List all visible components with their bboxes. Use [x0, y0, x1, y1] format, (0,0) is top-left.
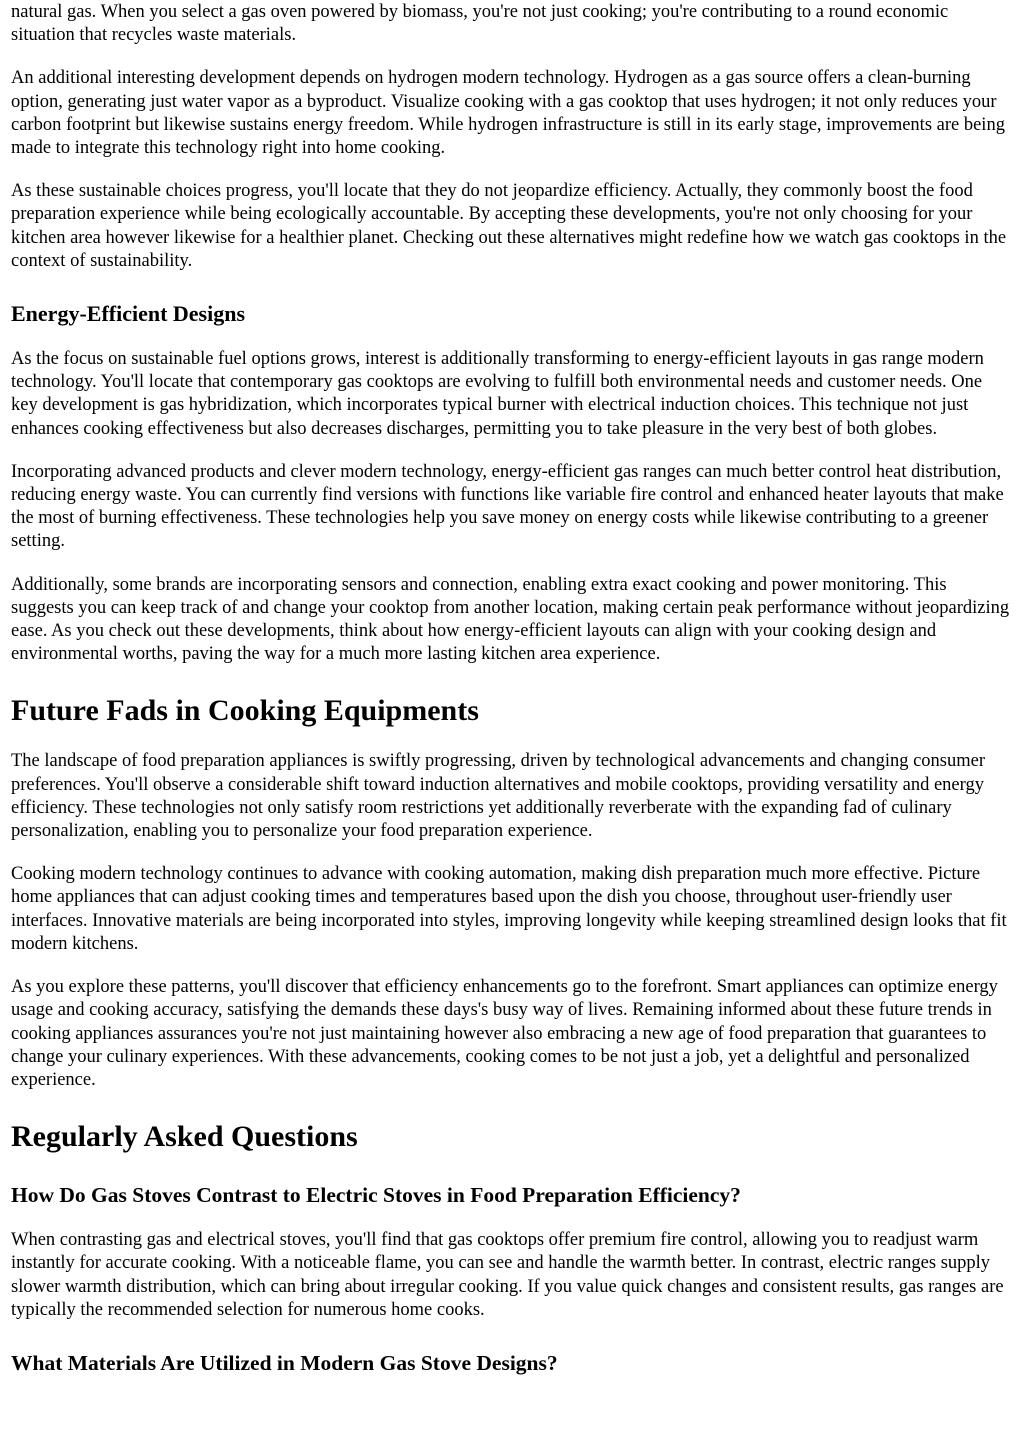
paragraph-sustainable-choices: As these sustainable choices progress, you'll locate that they do not jeopardize efficiency. Actually, they commonly boost the food preparation experience while being ecologically accountable. By accepting these developments, you're not only choosing for your kitchen area however likewise for a healthier planet. Checking out these alternatives might redefine how we watch gas cooktops in the context of sustainability.	[11, 181, 1007, 271]
paragraph-biomass: natural gas. When you select a gas oven powered by biomass, you're not just cooking; you're contributing to a round economic situation that recycles waste materials.	[11, 2, 949, 46]
paragraph-gas-hybridization: As the focus on sustainable fuel options grows, interest is additionally transforming to energy-efficient layouts in gas range modern technology. You'll locate that contemporary gas cooktops are evolving to fulfill both environmental needs and customer needs. One key development is gas hybridization, which incorporates typical burner with electrical induction choices. This technique not just enhances cooking effectiveness but also decreases discharges, permitting you to take pleasure in the very best of both globes.	[11, 349, 984, 439]
heading-energy-efficient-designs: Energy-Efficient Designs	[11, 301, 246, 327]
paragraph-cooking-automation: Cooking modern technology continues to advance with cooking automation, making dish preparation much more effective. Picture home appliances that can adjust cooking times and temperatures based upon the dish you choose, throughout user-friendly user interfaces. Innovative materials are being incorporated into styles, improving longevity while keeping streamlined design looks that fit modern kitchens.	[11, 864, 1007, 954]
paragraph-sensors-connection: Additionally, some brands are incorporating sensors and connection, enabling extra exact cooking and power monitoring. This suggests you can keep track of and change your cooktop from another location, making certain peak performance without jeopardizing ease. As you check out these developments, think about how energy-efficient layouts can align with your cooking design and environmental worths, paving the way for a much more lasting kitchen area experience.	[11, 574, 1010, 665]
paragraph-hydrogen: An additional interesting development depends on hydrogen modern technology. Hydrogen as a gas source offers a clean-burning option, generating just water vapor as a byproduct. Visualize cooking with a gas cooktop that uses hydrogen; it not only reduces your carbon footprint but likewise sustains energy freedom. While hydrogen infrastructure is still in its early stage, improvements are being made to integrate this technology right into home cooking.	[11, 68, 1005, 159]
paragraph-landscape: The landscape of food preparation appliances is swiftly progressing, driven by technological advancements and changing consumer preferences. You'll observe a considerable shift toward induction alternatives and mobile cooktops, providing versatility and energy efficiency. These technologies not only satisfy room restrictions yet additionally reverberate with the expanding fad of culinary personalization, enabling you to personalize your food preparation experience.	[11, 751, 986, 842]
paragraph-patterns: As you explore these patterns, you'll discover that efficiency enhancements go to the forefront. Smart appliances can optimize energy usage and cooking accuracy, satisfying the demands these days's busy way of lives. Remaining informed about these future trends in cooking appliances assurances you're not just maintaining however also embracing a new age of food preparation that guarantees to change your culinary experiences. With these advancements, cooking comes to be not just a job, yet a delightful and personalized experience.	[11, 977, 998, 1090]
heading-faq: Regularly Asked Questions	[11, 1120, 358, 1154]
paragraph-advanced-products: Incorporating advanced products and clever modern technology, energy-efficient gas ranges can much better control heat distribution, reducing energy waste. You can currently find versions with functions like variable fire control and enhanced heater layouts that make the most of burning effectiveness. These technologies help you save money on energy costs while likewise contributing to a greener setting.	[11, 461, 1004, 552]
faq-question-materials: What Materials Are Utilized in Modern Gas Stove Designs?	[11, 1350, 558, 1375]
faq-question-gas-vs-electric: How Do Gas Stoves Contrast to Electric Stoves in Food Preparation Efficiency?	[11, 1183, 741, 1208]
heading-future-fads: Future Fads in Cooking Equipments	[11, 694, 479, 728]
faq-answer-gas-vs-electric: When contrasting gas and electrical stoves, you'll find that gas cooktops offer premium fire control, allowing you to readjust warm instantly for accurate cooking. With a noticeable flame, you can see and handle the warmth better. In contrast, electric ranges supply slower warmth distribution, which can bring about irregular cooking. If you value quick changes and consistent results, gas ranges are typically the recommended selection for numerous home cooks.	[11, 1230, 1004, 1320]
article-body	[0, 1, 1024, 1376]
